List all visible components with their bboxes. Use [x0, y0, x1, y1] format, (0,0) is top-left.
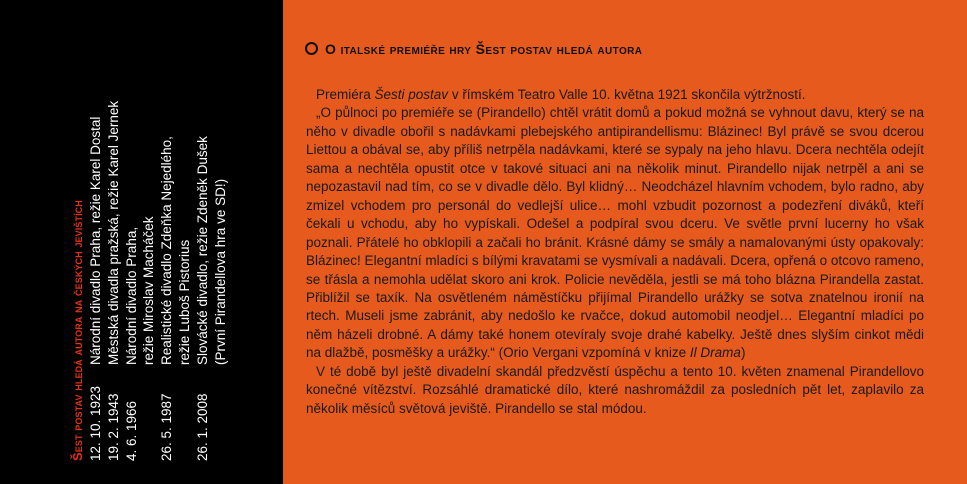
- p2-text-after: ): [740, 345, 746, 361]
- premiere-row: [194, 41, 212, 461]
- p2-quote: „O půlnoci po premiéře se (Pirandello) chtěl vrátit domů a pokud možná se vyhnout davu, který se na něho v divadle obořil s nadávkami plebejského antipirandellismu: Blázinec! Byl právě se svou dcerou Liettou a obával se, aby příliš netrpěla nadávkami, které se sypaly na jeho hlavu. Dcera nechtěla odejít sama a nechtěla opustit otce v takové situaci ani na několik minut. Pirandello nijak netrpěl a ani se nepozastavil nad tím, co se v divadle dělo. Byl klidný… Neodcházel hlavním vchodem, bylo radno, aby zmizel vchodem pro personál do vedlejší ulice… mohl vzbudit pozornost a podezření diváků, kteří čekali u vchodu, aby ho vypískali. Odešel a podpíral svou dceru. Ve světle první lucerny ho však poznali. Přátelé ho obklopili a začali ho bránit. Krásné dámy se smály a namalovanými ústy opakovaly: Blázinec! Elegantní mladíci s bílými kravatami se vysmívali a nadávali. Dcera, opřená o otcovo rameno, se třásla a nemohla udělat skoro ani krok. Policie nevěděla, jestli se má toho blázna Pirandella zastat. Přiblížil se taxík. Na osvětleném náměstíčku přijímal Pirandello urážky se sotva znatelnou ironií na rtech. Museli jsme zabránit, aby nedošlo ke rvačce, dokud automobil neodjel… Elegantní mladíci po něm házeli drobné. A dámy také honem otevíraly svoje drahé kabelky. Ještě dnes slyším cinkot mědi na dlažbě, posměšky a urážky.“ (Orio Vergani vzpomíná v knize: [306, 105, 924, 361]
- paragraph-3: V té době byl ještě divadelní skandál předzvěstí úspěchu a tento 10. květen znamenal Pirandellovo konečné vítězství. Rozsáhlé dramatické dílo, které nashromáždil za posledních pět let, zaplavilo za několik měsíců světová jeviště. Pirandello se stal módou.: [306, 363, 924, 416]
- article-panel: [283, 0, 967, 484]
- premiere-venue: režie Miroslav Macháček: [141, 216, 157, 365]
- premiere-row: [105, 41, 123, 461]
- premiere-row: [158, 41, 176, 461]
- article-body: [306, 86, 924, 418]
- premiere-row: [140, 41, 158, 461]
- premiere-venue: Národní divadlo Praha, režie Karel Dostal: [88, 116, 103, 365]
- premiere-venue: Slovácké divadlo, režie Zdeněk Dušek: [194, 136, 210, 365]
- premiere-venue: režie Luboš Pistorius: [176, 239, 192, 365]
- premiere-venue: Národní divadlo Praha,: [123, 226, 139, 365]
- paragraph-2: [306, 104, 924, 362]
- article-heading-text: O italské premiéře hry Šest postav hledá autora: [325, 41, 643, 57]
- premiere-date: [212, 365, 230, 461]
- premiere-date: 26. 5. 1987: [159, 393, 175, 461]
- premiere-date: 26. 1. 2008: [194, 393, 210, 461]
- premiere-venue: Městská divadla pražská, režie Karel Jernek: [105, 100, 121, 365]
- premiere-date: 19. 2. 1943: [105, 393, 121, 461]
- p2-italic: Il Drama: [689, 345, 741, 361]
- sidebar-title: Šest postav hledá autora na českých jevištích: [70, 200, 85, 461]
- sidebar: [0, 0, 283, 484]
- article-heading: [305, 41, 642, 57]
- paragraph-1: [306, 86, 924, 104]
- premiere-venue: Realistické divadlo Zdeňka Nejedlého,: [159, 136, 175, 365]
- premiere-date: 4. 6. 1966: [123, 400, 139, 461]
- premiere-date: 12. 10. 1923: [88, 385, 103, 461]
- premiere-row: [176, 41, 194, 461]
- premiere-list: [87, 41, 229, 461]
- premiere-venue: (První Pirandellova hra ve SD!): [212, 178, 228, 365]
- sidebar-rotated-block: [70, 41, 229, 461]
- premiere-date: [140, 365, 158, 461]
- p1-text-before: Premiéra: [316, 87, 375, 102]
- premiere-date: [176, 365, 194, 461]
- premiere-row: [87, 41, 105, 461]
- premiere-row: [212, 41, 230, 461]
- p1-italic: Šesti postav: [374, 87, 449, 102]
- circle-bullet-icon: [305, 42, 318, 55]
- p1-text-after: v římském Teatro Valle 10. května 1921 skončila výtržností.: [448, 87, 806, 102]
- premiere-row: [123, 41, 141, 461]
